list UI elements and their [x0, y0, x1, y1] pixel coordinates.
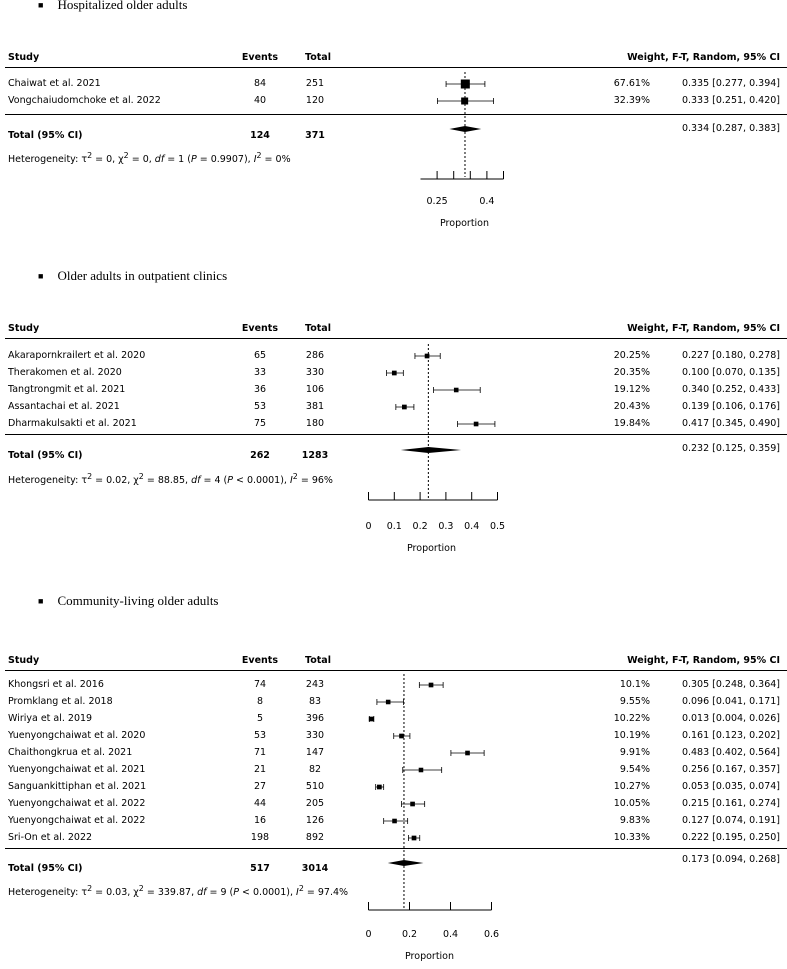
study-total: 396 [305, 713, 325, 724]
study-events: 44 [253, 798, 267, 809]
point-estimate [412, 836, 417, 841]
pooled-events: 262 [250, 450, 270, 461]
study-name: Dharmakulsakti et al. 2021 [8, 418, 137, 429]
header-study: Study [8, 52, 40, 63]
x-axis-label: Proportion [405, 951, 455, 962]
study-weight: 20.35% [613, 367, 650, 378]
point-estimate [392, 371, 397, 376]
pooled-diamond [401, 447, 461, 453]
point-estimate [474, 422, 479, 427]
x-tick-label: 0.4 [464, 521, 480, 532]
x-tick-label: 0.4 [442, 929, 459, 940]
header-total: Total [305, 655, 331, 666]
study-ci: 0.483 [0.402, 0.564] [681, 747, 780, 758]
point-estimate [410, 802, 415, 807]
x-tick-label: 0.5 [489, 521, 506, 532]
study-total: 381 [305, 401, 325, 412]
study-total: 106 [305, 384, 325, 395]
study-weight: 10.22% [613, 713, 650, 724]
header-study: Study [8, 323, 40, 334]
study-events: 53 [253, 730, 267, 741]
panel-title: ■ Community-living older adults [38, 593, 219, 608]
panel-hospitalized [0, 0, 787, 250]
panel-title-text: Community-living older adults [57, 593, 219, 608]
header-events: Events [241, 655, 278, 666]
point-estimate [461, 98, 468, 105]
study-total: 286 [305, 350, 325, 361]
study-ci: 0.256 [0.167, 0.357] [681, 764, 780, 775]
study-weight: 9.91% [619, 747, 650, 758]
study-events: 5 [256, 713, 264, 724]
x-tick-label: 0.6 [483, 929, 500, 940]
study-weight: 10.19% [613, 730, 650, 741]
pooled-diamond [449, 126, 481, 132]
x-tick-label: 0.2 [412, 521, 428, 532]
point-estimate [402, 405, 407, 410]
study-ci: 0.127 [0.074, 0.191] [681, 815, 780, 826]
study-name: Promklang et al. 2018 [8, 696, 113, 707]
study-weight: 67.61% [613, 78, 650, 89]
point-estimate [461, 80, 470, 89]
study-name: Akarapornkrailert et al. 2020 [8, 350, 146, 361]
study-total: 243 [305, 679, 325, 690]
study-events: 36 [253, 384, 267, 395]
study-ci: 0.161 [0.123, 0.202] [681, 730, 780, 741]
study-ci: 0.222 [0.195, 0.250] [681, 832, 780, 843]
forest-plot [0, 0, 787, 250]
study-name: Chaithongkrua et al. 2021 [8, 747, 133, 758]
study-ci: 0.333 [0.251, 0.420] [681, 95, 780, 106]
study-total: 892 [305, 832, 325, 843]
study-name: Chaiwat et al. 2021 [8, 78, 101, 89]
pooled-events: 517 [250, 863, 270, 874]
study-name: Assantachai et al. 2021 [8, 401, 120, 412]
study-events: 8 [256, 696, 264, 707]
study-name: Sri-On et al. 2022 [8, 832, 93, 843]
header-weight-ci: Weight, F-T, Random, 95% CI [627, 52, 780, 63]
pooled-total: 3014 [301, 863, 329, 874]
study-weight: 10.1% [619, 679, 650, 690]
heterogeneity: Heterogeneity: $\tau^2 = 0.03$, $\chi^2 = 339.87$, df = 9 (P < 0.0001), $I^2 = 97.4\%$ [8, 884, 349, 899]
panel-title: ■ Hospitalized older adults [38, 0, 187, 13]
panel-outpatient [0, 268, 787, 568]
x-tick-label: 0.4 [479, 196, 495, 207]
point-estimate [377, 785, 382, 790]
x-axis-label: Proportion [440, 218, 490, 229]
study-name: Wiriya et al. 2019 [8, 713, 93, 724]
study-weight: 19.84% [613, 418, 650, 429]
study-events: 198 [250, 832, 270, 843]
study-total: 120 [305, 95, 325, 106]
study-events: 27 [253, 781, 267, 792]
pooled-ci: 0.334 [0.287, 0.383] [681, 123, 780, 134]
pooled-events: 124 [250, 130, 270, 141]
study-name: Therakomen et al. 2020 [8, 367, 122, 378]
panel-title-text: Hospitalized older adults [57, 0, 188, 12]
study-events: 84 [253, 78, 267, 89]
study-events: 40 [253, 95, 267, 106]
panel-title-text: Older adults in outpatient clinics [57, 268, 228, 283]
study-name: Sanguankittiphan et al. 2021 [8, 781, 147, 792]
study-weight: 9.83% [619, 815, 650, 826]
study-weight: 32.39% [613, 95, 650, 106]
study-name: Tangtrongmit et al. 2021 [8, 384, 126, 395]
x-tick-label: 0 [365, 521, 372, 532]
header-weight-ci: Weight, F-T, Random, 95% CI [627, 323, 780, 334]
point-estimate [419, 768, 424, 773]
x-tick-label: 0.3 [438, 521, 454, 532]
study-events: 65 [253, 350, 267, 361]
pooled-total: 1283 [301, 450, 329, 461]
study-ci: 0.139 [0.106, 0.176] [681, 401, 780, 412]
study-events: 33 [253, 367, 267, 378]
study-events: 71 [253, 747, 267, 758]
x-tick-label: 0.1 [386, 521, 402, 532]
x-tick-label: 0.25 [426, 196, 448, 207]
study-ci: 0.335 [0.277, 0.394] [681, 78, 780, 89]
study-events: 21 [253, 764, 267, 775]
study-weight: 20.25% [613, 350, 650, 361]
point-estimate [369, 717, 374, 722]
study-weight: 9.54% [619, 764, 650, 775]
point-estimate [465, 751, 470, 756]
study-name: Khongsri et al. 2016 [8, 679, 104, 690]
study-events: 53 [253, 401, 267, 412]
study-total: 83 [308, 696, 322, 707]
heterogeneity: Heterogeneity: $\tau^2 = 0$, $\chi^2 = 0$, df = 1 (P = 0.9907), $I^2 = 0\%$ [8, 151, 291, 166]
study-ci: 0.227 [0.180, 0.278] [681, 350, 780, 361]
study-ci: 0.100 [0.070, 0.135] [681, 367, 780, 378]
header-study: Study [8, 655, 40, 666]
header-total: Total [305, 52, 331, 63]
forest-plot [0, 268, 787, 568]
point-estimate [386, 700, 391, 705]
study-weight: 20.43% [613, 401, 650, 412]
header-weight-ci: Weight, F-T, Random, 95% CI [627, 655, 780, 666]
study-name: Vongchaiudomchoke et al. 2022 [8, 95, 161, 106]
x-tick-label: 0.2 [401, 929, 418, 940]
study-weight: 10.33% [613, 832, 650, 843]
study-total: 126 [305, 815, 325, 826]
study-total: 180 [305, 418, 325, 429]
pooled-label: Total (95% CI) [8, 863, 83, 874]
header-events: Events [241, 52, 278, 63]
x-tick-label: 0 [365, 929, 372, 940]
heterogeneity: Heterogeneity: $\tau^2 = 0.02$, $\chi^2 = 88.85$, df = 4 (P < 0.0001), $I^2 = 96\%$ [8, 472, 333, 487]
study-events: 16 [253, 815, 267, 826]
forest-plot [0, 590, 787, 969]
study-ci: 0.096 [0.041, 0.171] [681, 696, 780, 707]
point-estimate [429, 683, 434, 688]
study-total: 251 [305, 78, 325, 89]
panel-community [0, 590, 787, 969]
pooled-diamond [388, 860, 424, 866]
pooled-ci: 0.232 [0.125, 0.359] [681, 443, 780, 454]
study-ci: 0.215 [0.161, 0.274] [681, 798, 780, 809]
point-estimate [425, 354, 430, 359]
study-events: 75 [253, 418, 267, 429]
study-weight: 19.12% [613, 384, 650, 395]
study-name: Yuenyongchaiwat et al. 2022 [8, 798, 146, 809]
study-ci: 0.340 [0.252, 0.433] [681, 384, 780, 395]
study-name: Yuenyongchaiwat et al. 2021 [8, 764, 146, 775]
pooled-total: 371 [305, 130, 325, 141]
study-weight: 9.55% [619, 696, 650, 707]
point-estimate [392, 819, 397, 824]
study-weight: 10.27% [613, 781, 650, 792]
study-name: Yuenyongchaiwat et al. 2022 [8, 815, 146, 826]
point-estimate [399, 734, 404, 739]
study-total: 147 [305, 747, 325, 758]
study-total: 330 [305, 367, 325, 378]
pooled-label: Total (95% CI) [8, 130, 83, 141]
header-total: Total [305, 323, 331, 334]
panel-title: ■ Older adults in outpatient clinics [38, 268, 228, 283]
x-axis-label: Proportion [407, 543, 457, 554]
pooled-ci: 0.173 [0.094, 0.268] [681, 854, 780, 865]
header-events: Events [241, 323, 278, 334]
study-ci: 0.013 [0.004, 0.026] [681, 713, 780, 724]
study-name: Yuenyongchaiwat et al. 2020 [8, 730, 146, 741]
pooled-label: Total (95% CI) [8, 450, 83, 461]
study-total: 330 [305, 730, 325, 741]
study-total: 510 [305, 781, 325, 792]
study-ci: 0.305 [0.248, 0.364] [681, 679, 780, 690]
point-estimate [454, 388, 459, 393]
study-events: 74 [253, 679, 267, 690]
study-ci: 0.053 [0.035, 0.074] [681, 781, 780, 792]
study-total: 82 [308, 764, 322, 775]
study-ci: 0.417 [0.345, 0.490] [681, 418, 780, 429]
study-weight: 10.05% [613, 798, 650, 809]
study-total: 205 [305, 798, 325, 809]
